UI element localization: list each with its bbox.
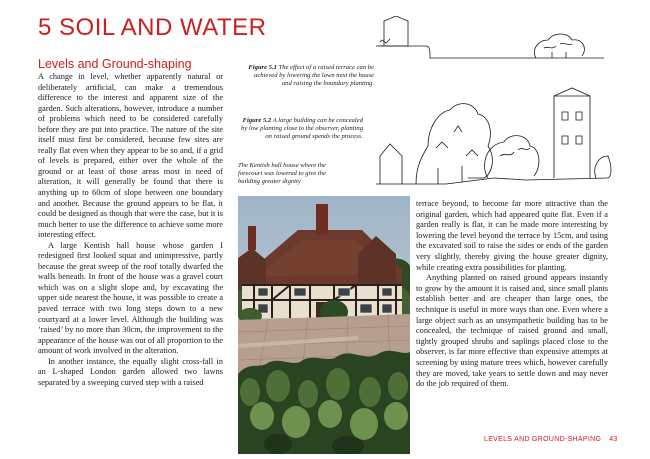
chapter-title: 5 SOIL AND WATER <box>38 14 267 41</box>
left-text-column <box>38 72 223 388</box>
kentish-hall-house-photo <box>238 196 410 454</box>
paragraph: Anything planted on raised ground appears instantly to grow by the amount it is raised and, since small plants establish better and are cheaper than large ones, the technique is useful in more ways than one. Even where a large object such as an unsympathetic building has to be concealed, the technique of raised ground and small, tightly grouped shrubs and saplings placed close to the observer, is far more effective than expensive attempts at screening by using mature trees which, however carefully they are moved, take years to settle down and may never do the job required of them. <box>416 273 608 389</box>
photo-caption: The Kentish hall house where the forecourt was lowered to give the building greater dignity <box>238 162 326 186</box>
caption-text: A large building can be concealed by low planting close to the observer, planting on raised ground spends the process. <box>241 117 363 141</box>
section-diagrams <box>376 16 616 192</box>
paragraph: A change in level, whether apparently natural or deliberately artificial, can make a tremendous difference to the interest and apparent size of the garden. Such alterations, however, introduce a number of problems which need to be considered carefully before they are put into practice. The nature of the site itself must first be considered, because few sites are really flat even when they appear to be so and, if a grid of levels is prepared, either over the whole of the ground or at least of those areas most in need of alteration, it will generally be found that there is anything up to 60cm of slope between one boundary and another. Because the ground appears to be flat, it could be designed as though that were the case, but it is much better to use the difference to achieve some more interesting effect. <box>38 72 223 240</box>
right-text-column <box>416 199 608 390</box>
caption-text: The effect of a raised terrace can be achieved by lowering the lawn next the house and raising the boundary planting. <box>254 64 374 88</box>
figure-label: Figure 5.2 <box>242 117 272 124</box>
section-heading: Levels and Ground-shaping <box>38 57 192 71</box>
page-footer <box>484 436 618 443</box>
figure-label: Figure 5.1 <box>248 64 277 71</box>
figure-5-1-caption <box>246 64 374 89</box>
figure-5-1-diagram <box>376 16 604 58</box>
paragraph: A large Kentish hall house whose garden I redesigned first looked squat and unimpressive, partly because the great sweep of the roof totally dwarfed the walls beneath. In front of the house was a gravel court which was on a slight slope and, by excavating the upper side nearest the house, it was possible to create a paved terrace with two long steps down to a new courtyard at a lower level. Although the building was ‘raised’ by no more than 30cm, the improvement to the appearance of the house was out of all proportion to the amount of work involved in the alteration. <box>38 240 223 356</box>
figure-5-2-diagram <box>376 88 611 184</box>
figure-5-2-caption <box>240 117 363 142</box>
paragraph: terrace beyond, to become far more attractive than the original garden, which had appeared quite flat. Even if a garden really is flat, it can be made more interesting by lowering the level beyond the terrace by 15cm, and using the excavated soil to raise the sides or ends of the garden very slightly, thereby giving the house greater dignity, while creating extra possibilities for planting. <box>416 199 608 272</box>
running-head: LEVELS AND GROUND-SHAPING <box>484 436 602 443</box>
page-number: 43 <box>609 436 618 443</box>
paragraph: In another instance, the equally slight cross-fall in an L-shaped London garden allowed two lawns separated by a sweeping curved step with a raised <box>38 356 223 387</box>
